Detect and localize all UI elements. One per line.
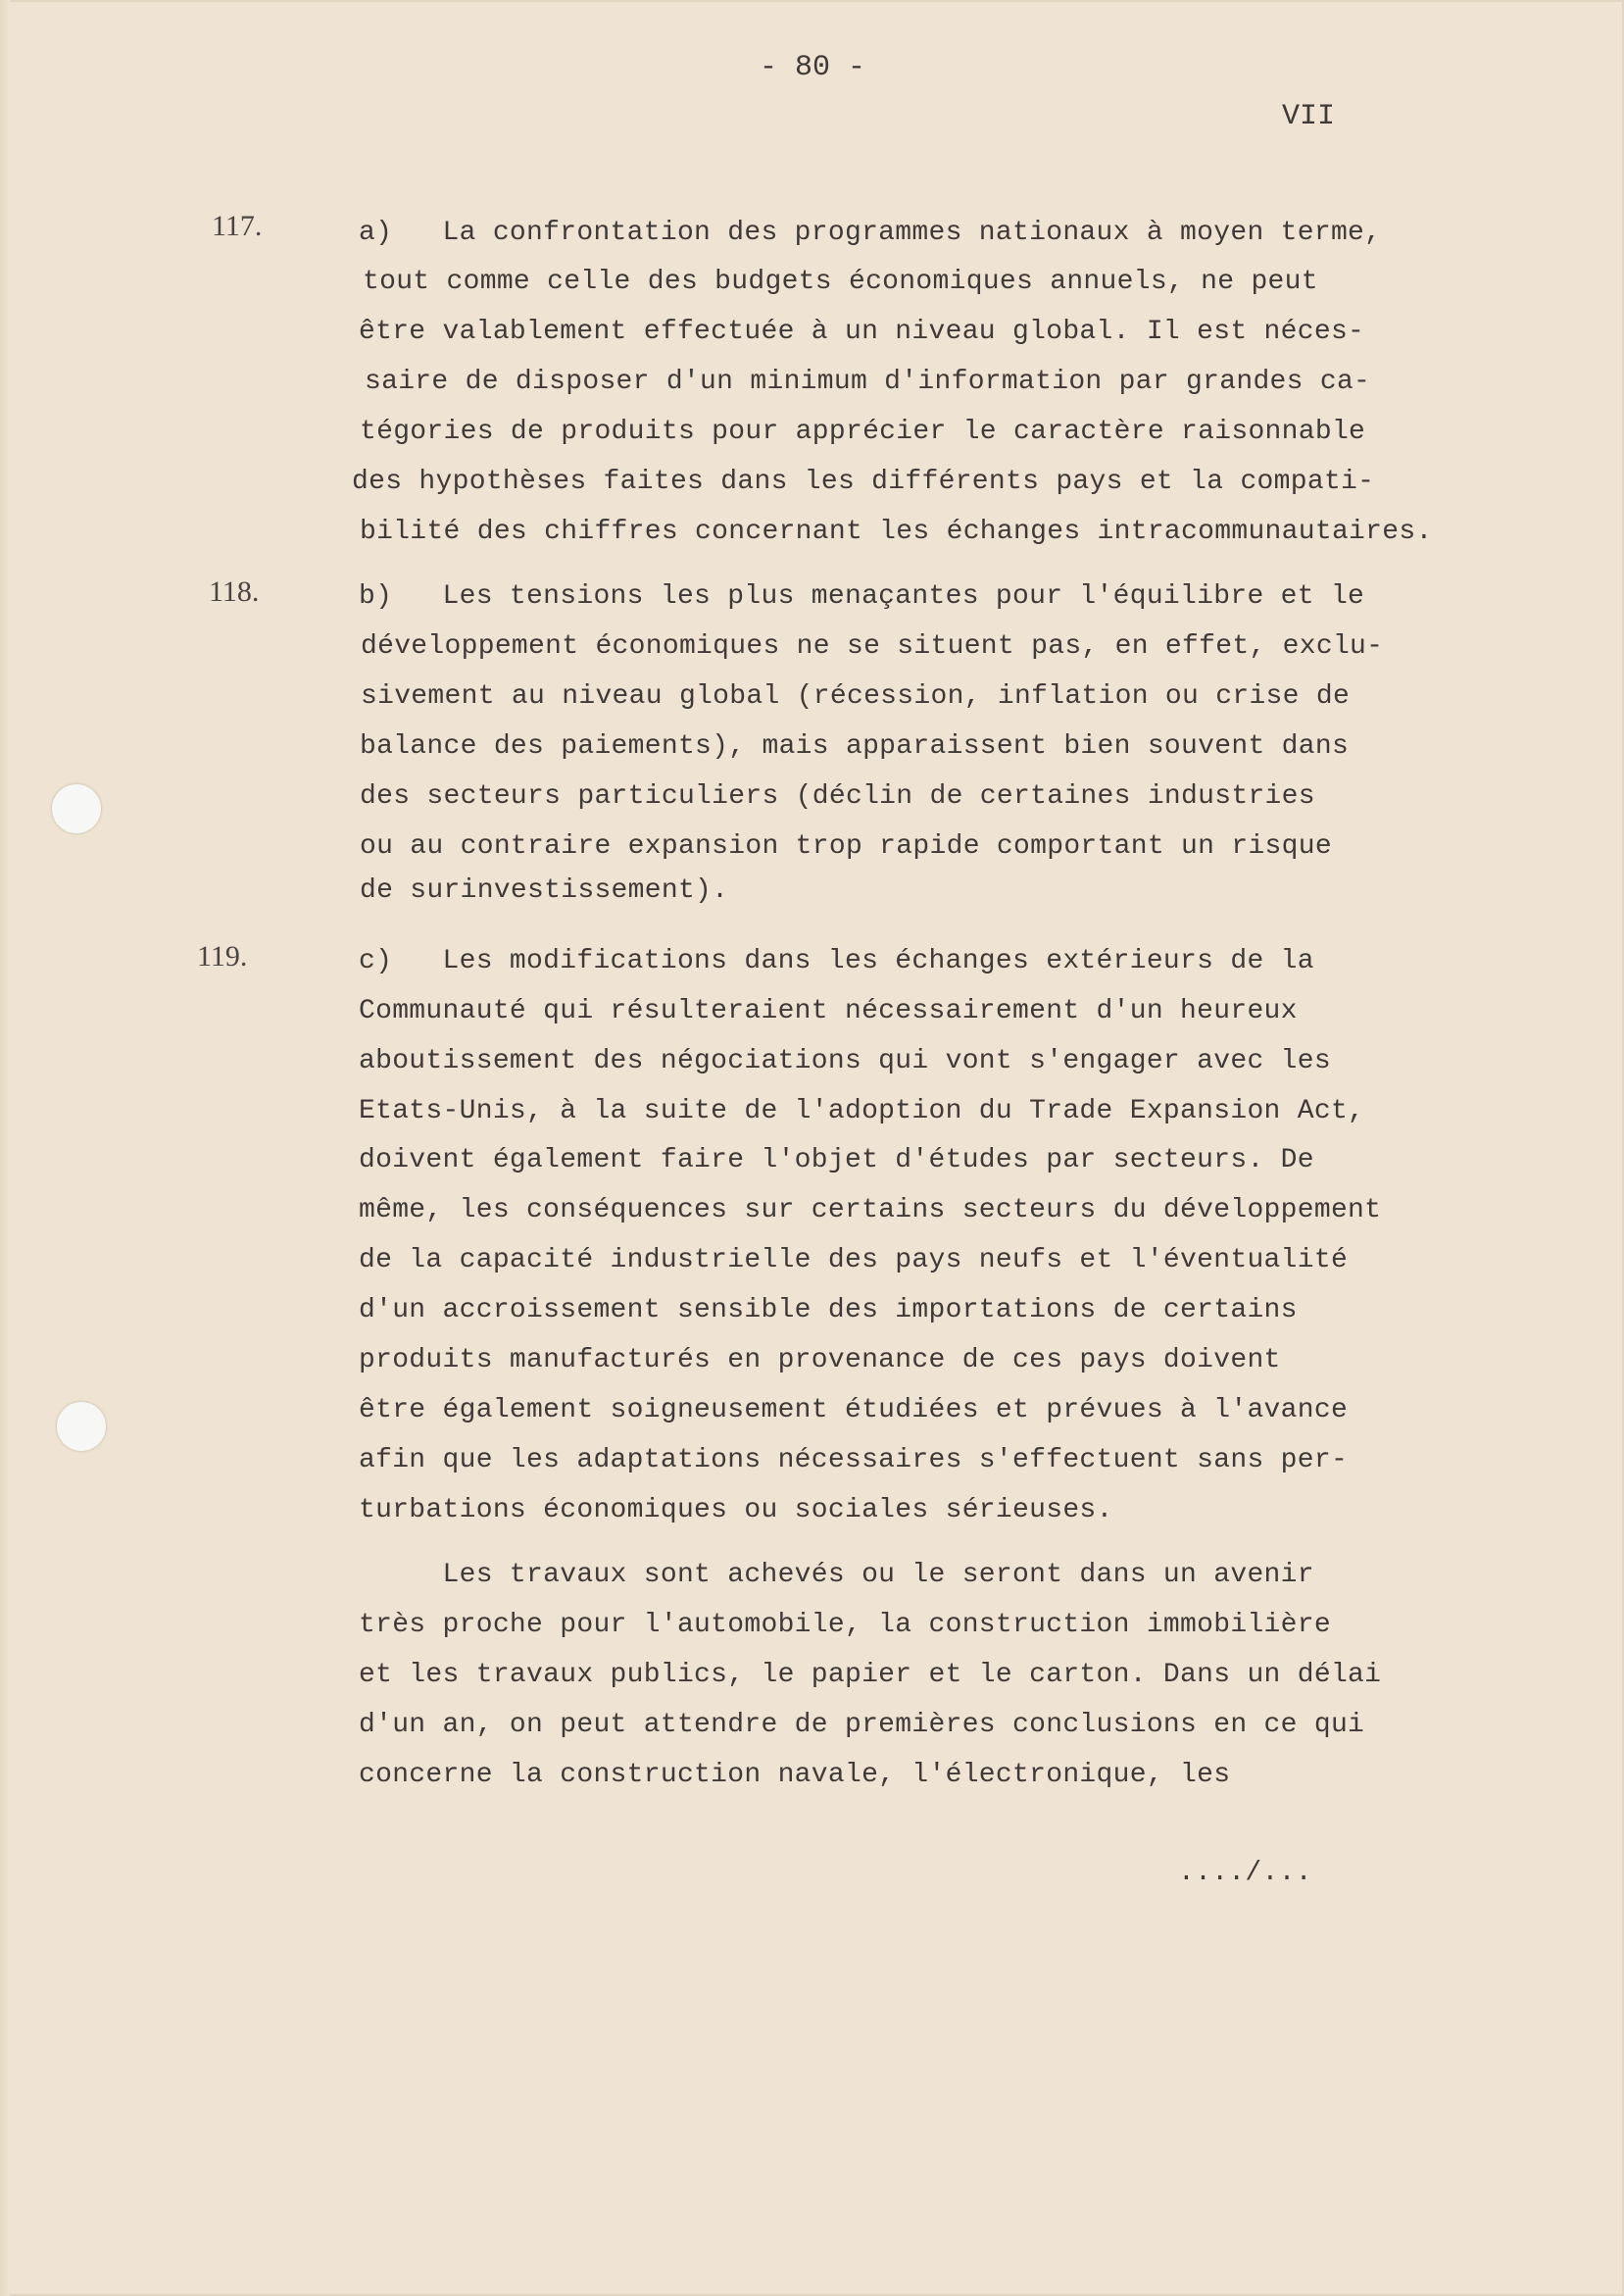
- paragraph-number-119: 119.: [197, 940, 248, 973]
- text-line: saire de disposer d'un minimum d'information par grandes ca-: [365, 367, 1371, 397]
- text-line: d'un accroissement sensible des importations de certains: [359, 1295, 1298, 1325]
- text-line: développement économiques ne se situent pas, en effet, exclu-: [361, 631, 1384, 662]
- text-line: de la capacité industrielle des pays neufs et l'éventualité: [359, 1245, 1349, 1275]
- text-line: Les travaux sont achevés ou le seront dans un avenir: [359, 1560, 1314, 1590]
- punch-hole: [57, 1402, 106, 1451]
- text-line: de surinvestissement).: [360, 875, 729, 906]
- text-line: c) Les modifications dans les échanges extérieurs de la: [359, 946, 1314, 976]
- text-line: tégories de produits pour apprécier le caractère raisonnable: [360, 417, 1366, 447]
- text-line: même, les conséquences sur certains secteurs du développement: [359, 1195, 1382, 1225]
- text-line: afin que les adaptations nécessaires s'effectuent sans per-: [359, 1445, 1349, 1475]
- text-line: a) La confrontation des programmes nationaux à moyen terme,: [359, 218, 1382, 248]
- text-line: et les travaux publics, le papier et le carton. Dans un délai: [359, 1660, 1382, 1690]
- section-label: VII: [1282, 100, 1336, 133]
- text-line: bilité des chiffres concernant les échanges intracommunautaires.: [360, 517, 1433, 547]
- text-line: très proche pour l'automobile, la construction immobilière: [359, 1610, 1331, 1640]
- text-line: tout comme celle des budgets économiques annuels, ne peut: [363, 267, 1318, 297]
- text-line: des secteurs particuliers (déclin de certaines industries: [360, 781, 1315, 812]
- text-line: aboutissement des négociations qui vont s'engager avec les: [359, 1046, 1331, 1076]
- punch-hole: [52, 784, 101, 833]
- page-number: - 80 -: [760, 51, 866, 84]
- text-line: être valablement effectuée à un niveau global. Il est néces-: [359, 317, 1365, 347]
- paragraph-number-117: 117.: [212, 210, 263, 242]
- text-line: ou au contraire expansion trop rapide comportant un risque: [360, 831, 1332, 862]
- text-line: produits manufacturés en provenance de ces pays doivent: [359, 1345, 1281, 1375]
- text-line: d'un an, on peut attendre de premières conclusions en ce qui: [359, 1710, 1365, 1740]
- text-line: b) Les tensions les plus menaçantes pour l'équilibre et le: [359, 581, 1365, 612]
- page-edge-shadow: [0, 0, 10, 2296]
- text-line: balance des paiements), mais apparaissent bien souvent dans: [360, 731, 1350, 762]
- text-line: concerne la construction navale, l'électronique, les: [359, 1760, 1231, 1790]
- text-line: Etats-Unis, à la suite de l'adoption du Trade Expansion Act,: [359, 1096, 1365, 1126]
- text-line: être également soigneusement étudiées et prévues à l'avance: [359, 1395, 1349, 1425]
- continuation-marker: ..../...: [1178, 1858, 1312, 1888]
- paragraph-number-118: 118.: [209, 575, 260, 608]
- text-line: des hypothèses faites dans les différents pays et la compati-: [352, 467, 1375, 497]
- text-line: Communauté qui résulteraient nécessairement d'un heureux: [359, 996, 1298, 1026]
- text-line: turbations économiques ou sociales sérieuses.: [359, 1495, 1113, 1525]
- text-line: doivent également faire l'objet d'études par secteurs. De: [359, 1145, 1314, 1175]
- text-line: sivement au niveau global (récession, inflation ou crise de: [361, 681, 1351, 712]
